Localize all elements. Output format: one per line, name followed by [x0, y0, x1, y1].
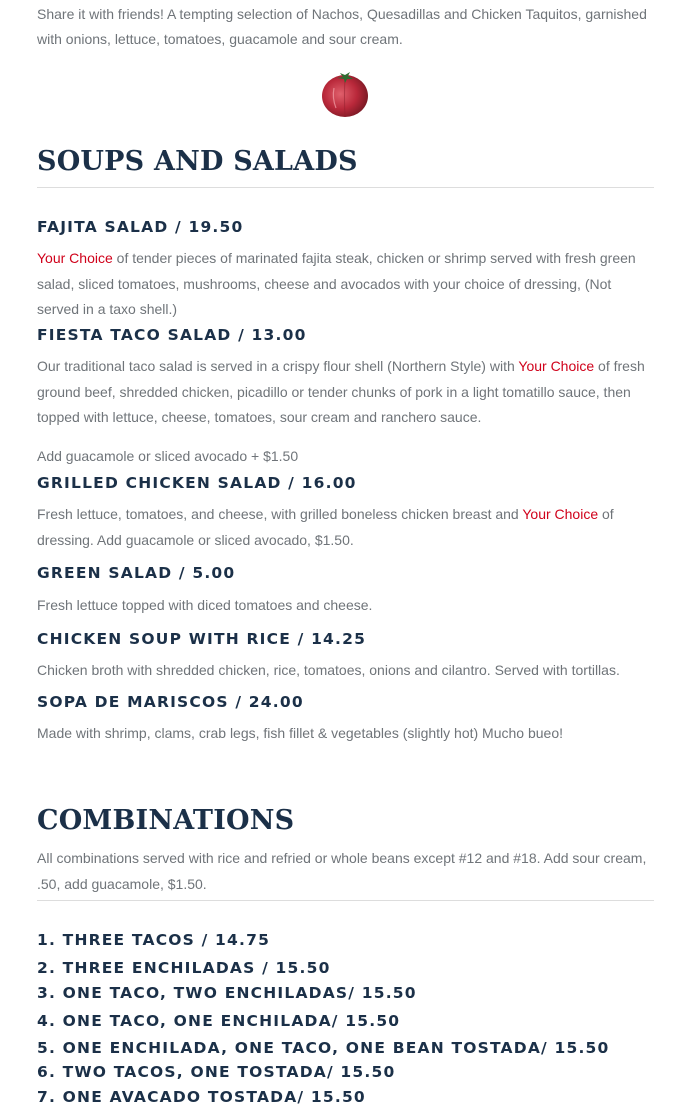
menu-item-title: CHICKEN SOUP WITH RICE / 14.25	[37, 630, 367, 648]
intro-paragraph: Share it with friends! A tempting selection of Nachos, Quesadillas and Chicken Taquitos, garnished with onions, lettuce, tomatoes, guacamole and sour cream.	[37, 6, 647, 47]
combination-item: 5. ONE ENCHILADA, ONE TACO, ONE BEAN TOSTADA/ 15.50	[37, 1039, 610, 1057]
menu-item-title: GREEN SALAD / 5.00	[37, 564, 236, 582]
combination-item: 6. TWO TACOS, ONE TOSTADA/ 15.50	[37, 1063, 396, 1081]
your-choice-highlight: Your Choice	[37, 250, 113, 266]
menu-item-description: Fresh lettuce, tomatoes, and cheese, with grilled boneless chicken breast and Your Choice of dressing. Add guacamole or sliced avocado, $1.50.	[37, 506, 614, 548]
section-title-soups: SOUPS AND SALADS	[37, 146, 358, 177]
your-choice-highlight: Your Choice	[518, 358, 595, 374]
menu-item-description: Chicken broth with shredded chicken, rice, tomatoes, onions and cilantro. Served with tortillas.	[37, 662, 620, 678]
combination-item: 7. ONE AVACADO TOSTADA/ 15.50	[37, 1088, 366, 1106]
menu-item-title: SOPA DE MARISCOS / 24.00	[37, 693, 304, 711]
section-divider	[37, 900, 654, 901]
section-title-combinations: COMBINATIONS	[37, 805, 295, 836]
menu-item-description: Fresh lettuce topped with diced tomatoes and cheese.	[37, 597, 373, 613]
tomato-icon	[320, 70, 370, 120]
menu-item-description: Made with shrimp, clams, crab legs, fish fillet & vegetables (slightly hot) Mucho bueo!	[37, 725, 564, 741]
your-choice-highlight: Your Choice	[522, 506, 599, 522]
menu-item-extra: Add guacamole or sliced avocado + $1.50	[37, 448, 299, 464]
menu-item-description: Your Choice of tender pieces of marinated fajita steak, chicken or shrimp served with fresh green salad, sliced tomatoes, mushrooms, cheese and avocados with your choice of dressing, (Not served in a taxo shell.)	[37, 250, 636, 317]
menu-item-title: FIESTA TACO SALAD / 13.00	[37, 326, 307, 344]
combination-item: 4. ONE TACO, ONE ENCHILADA/ 15.50	[37, 1012, 401, 1030]
section-divider	[37, 187, 654, 188]
combination-item: 1. THREE TACOS / 14.75	[37, 931, 271, 949]
combination-item: 3. ONE TACO, TWO ENCHILADAS/ 15.50	[37, 984, 417, 1002]
combinations-description: All combinations served with rice and refried or whole beans except #12 and #18. Add sour cream, .50, add guacamole, $1.50.	[37, 850, 647, 892]
menu-item-description: Our traditional taco salad is served in a crispy flour shell (Northern Style) with Your Choice of fresh ground beef, shredded chicken, picadillo or tender chunks of pork in a light tomatillo sauce, then topped with lettuce, cheese, tomatoes, sour cream and ranchero sauce.	[37, 358, 645, 425]
menu-item-title: GRILLED CHICKEN SALAD / 16.00	[37, 474, 357, 492]
combination-item: 2. THREE ENCHILADAS / 15.50	[37, 959, 331, 977]
menu-item-title: FAJITA SALAD / 19.50	[37, 218, 244, 236]
